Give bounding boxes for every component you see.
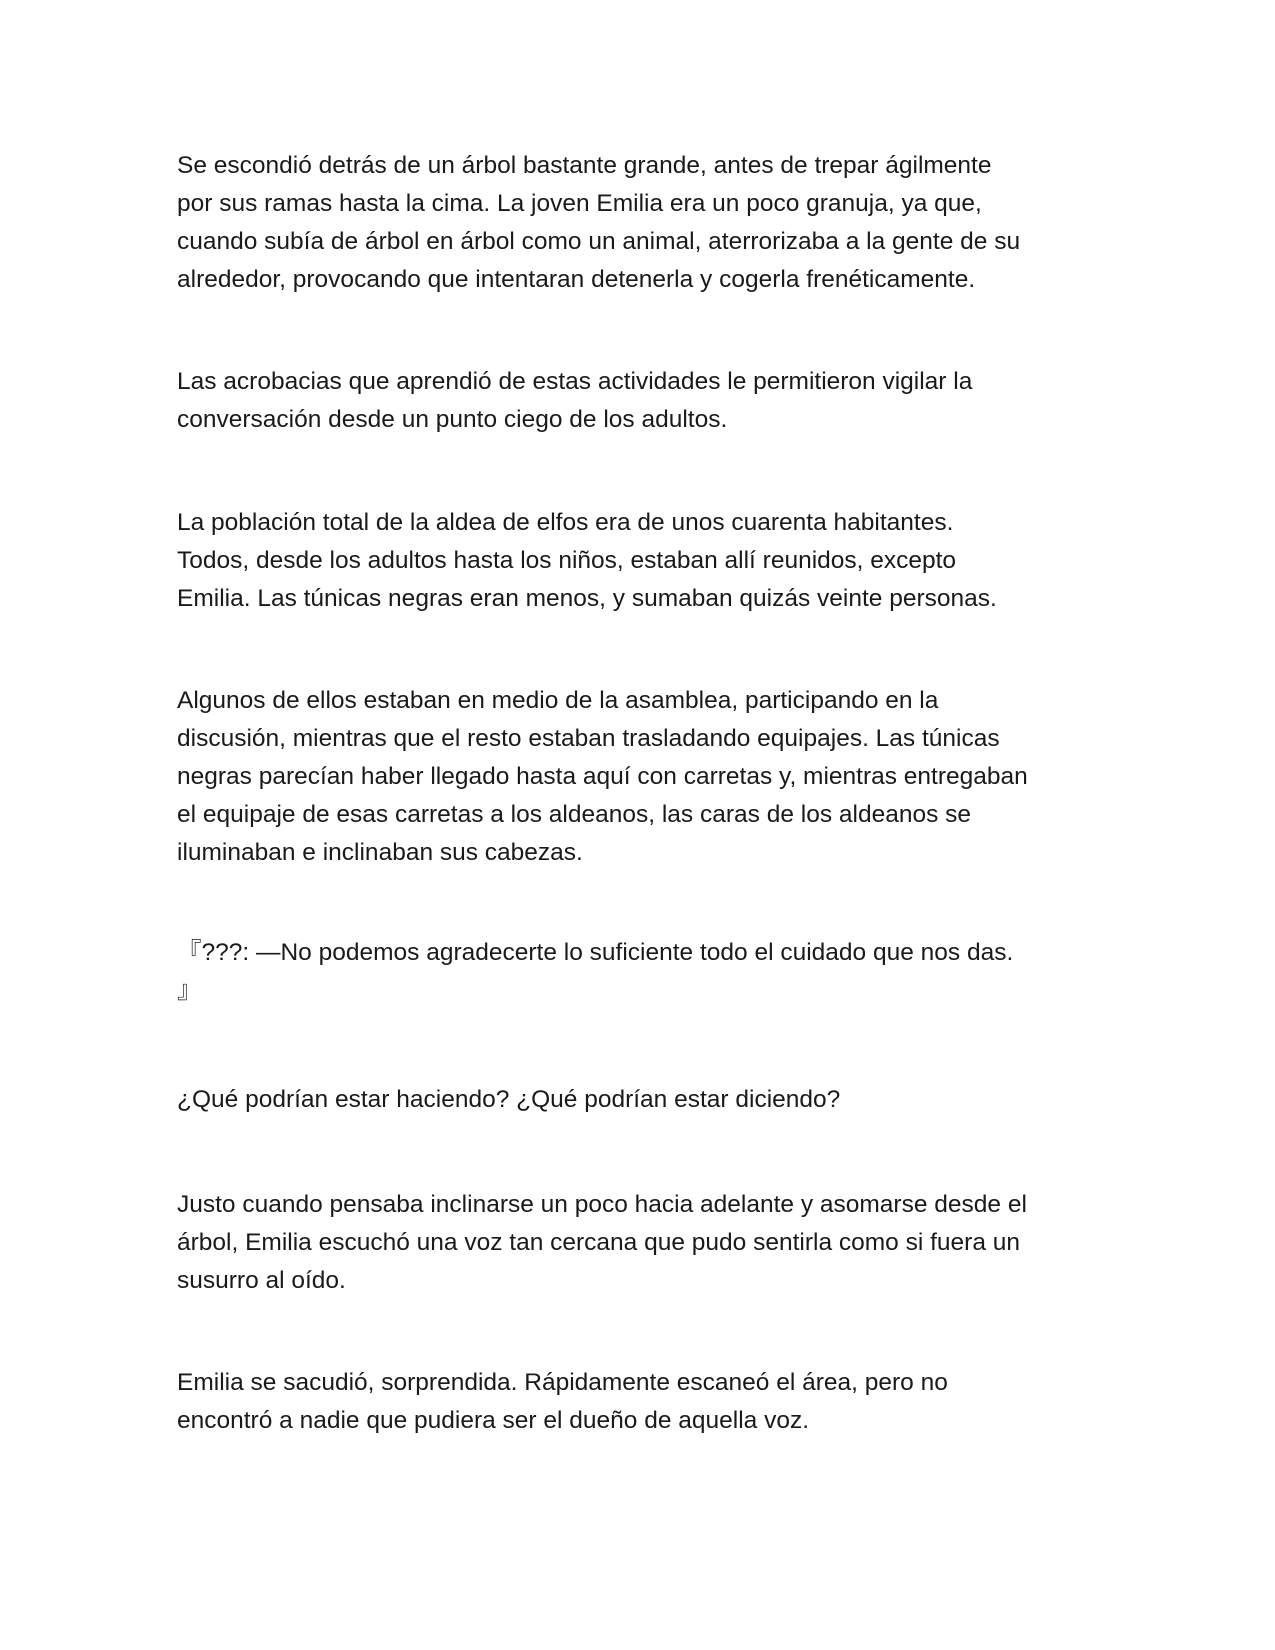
paragraph-voice: Justo cuando pensaba inclinarse un poco hacia adelante y asomarse desde el árbol, Emilia escuchó una voz tan cercana que pudo sentirla como si fuera un susurro al oído. <box>177 1191 1027 1294</box>
paragraph-village-population: La población total de la aldea de elfos era de unos cuarenta habitantes. Todos, desde los adultos hasta los niños, estaban allí reunidos, excepto Emilia. Las túnicas negras eran menos, y sumaban quizás veinte personas. <box>177 509 997 612</box>
paragraph-questions: ¿Qué podrían estar haciendo? ¿Qué podrían estar diciendo? <box>177 1086 841 1113</box>
paragraph-hiding-in-tree: Se escondió detrás de un árbol bastante grande, antes de trepar ágilmente por sus ramas hasta la cima. La joven Emilia era un poco granuja, ya que, cuando subía de árbol en árbol como un animal, aterrorizaba a la gente de su alrededor, provocando que intentaran detenerla y cogerla frenéticamente. <box>177 152 1021 293</box>
paragraph-surprised: Emilia se sacudió, sorprendida. Rápidamente escaneó el área, pero no encontró a nadie que pudiera ser el dueño de aquella voz. <box>177 1369 948 1434</box>
paragraph-dialogue: 『???: —No podemos agradecerte lo suficiente todo el cuidado que nos das. 』 <box>177 939 1014 1004</box>
paragraph-assembly: Algunos de ellos estaban en medio de la asamblea, participando en la discusión, mientras que el resto estaban trasladando equipajes. Las túnicas negras parecían haber llegado hasta aquí con carretas y, mientras entregaban el equipaje de esas carretas a los aldeanos, las caras de los aldeanos se iluminaban e inclinaban sus cabezas. <box>177 687 1028 866</box>
paragraph-acrobatics: Las acrobacias que aprendió de estas actividades le permitieron vigilar la conversación desde un punto ciego de los adultos. <box>177 368 973 433</box>
